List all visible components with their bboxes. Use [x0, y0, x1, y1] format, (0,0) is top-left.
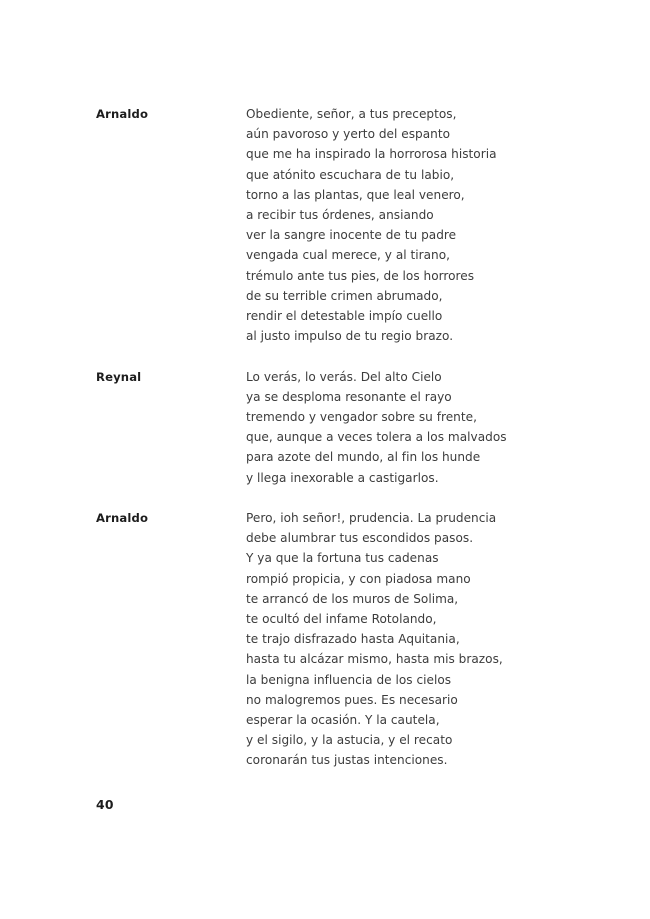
- verse-line: hasta tu alcázar mismo, hasta mis brazos,: [246, 652, 503, 667]
- verse-line: ver la sangre inocente de tu padre: [246, 228, 457, 243]
- verse-line: te trajo disfrazado hasta Aquitania,: [246, 632, 460, 647]
- verse-line: al justo impulso de tu regio brazo.: [246, 329, 454, 344]
- verse-line: Obediente, señor, a tus preceptos,: [246, 107, 457, 121]
- speech-block: [96, 367, 566, 488]
- verse-line: tremendo y vengador sobre su frente,: [246, 410, 477, 425]
- verse-line: te ocultó del infame Rotolando,: [246, 612, 437, 627]
- speaker-name: Arnaldo: [96, 511, 149, 526]
- verse-line: para azote del mundo, al fin los hunde: [246, 450, 481, 465]
- verse-line: aún pavoroso y yerto del espanto: [246, 127, 451, 142]
- verse-line: y llega inexorable a castigarlos.: [246, 470, 439, 485]
- verse-body: [96, 104, 566, 771]
- verse-line: la benigna influencia de los cielos: [246, 672, 452, 687]
- verse-line: que, aunque a veces tolera a los malvados: [246, 430, 507, 445]
- verse-line: trémulo ante tus pies, de los horrores: [246, 268, 475, 283]
- verse-line: torno a las plantas, que leal venero,: [246, 187, 465, 202]
- verse-line: a recibir tus órdenes, ansiando: [246, 208, 434, 223]
- verse-line: te arrancó de los muros de Solima,: [246, 591, 459, 606]
- verse-line: no malogremos pues. Es necesario: [246, 692, 458, 707]
- verse-line: esperar la ocasión. Y la cautela,: [246, 713, 440, 728]
- verse-line: coronarán tus justas intenciones.: [246, 753, 448, 768]
- verse-lines: [246, 508, 566, 771]
- verse-line: debe alumbrar tus escondidos pasos.: [246, 531, 474, 546]
- verse-line: rendir el detestable impío cuello: [246, 309, 443, 324]
- verse-line: y el sigilo, y la astucia, y el recato: [246, 733, 453, 748]
- speech-block: [96, 508, 566, 771]
- verse-lines: [246, 104, 566, 346]
- verse-line: de su terrible crimen abrumado,: [246, 288, 443, 303]
- verse-line: ya se desploma resonante el rayo: [246, 389, 452, 404]
- speech-block: [96, 104, 566, 346]
- verse-line: que me ha inspirado la horrorosa historia: [246, 147, 497, 162]
- speaker-name: Reynal: [96, 369, 142, 384]
- page-number: 40: [96, 797, 114, 812]
- speaker-name: Arnaldo: [96, 107, 149, 121]
- verse-line: que atónito escuchara de tu labio,: [246, 167, 455, 182]
- verse-line: Pero, ioh señor!, prudencia. La prudencia: [246, 511, 497, 526]
- verse-lines: [246, 367, 566, 488]
- verse-line: Lo verás, lo verás. Del alto Cielo: [246, 369, 442, 384]
- verse-line: Y ya que la fortuna tus cadenas: [246, 551, 439, 566]
- verse-line: rompió propicia, y con piadosa mano: [246, 571, 471, 586]
- verse-line: vengada cual merece, y al tirano,: [246, 248, 451, 263]
